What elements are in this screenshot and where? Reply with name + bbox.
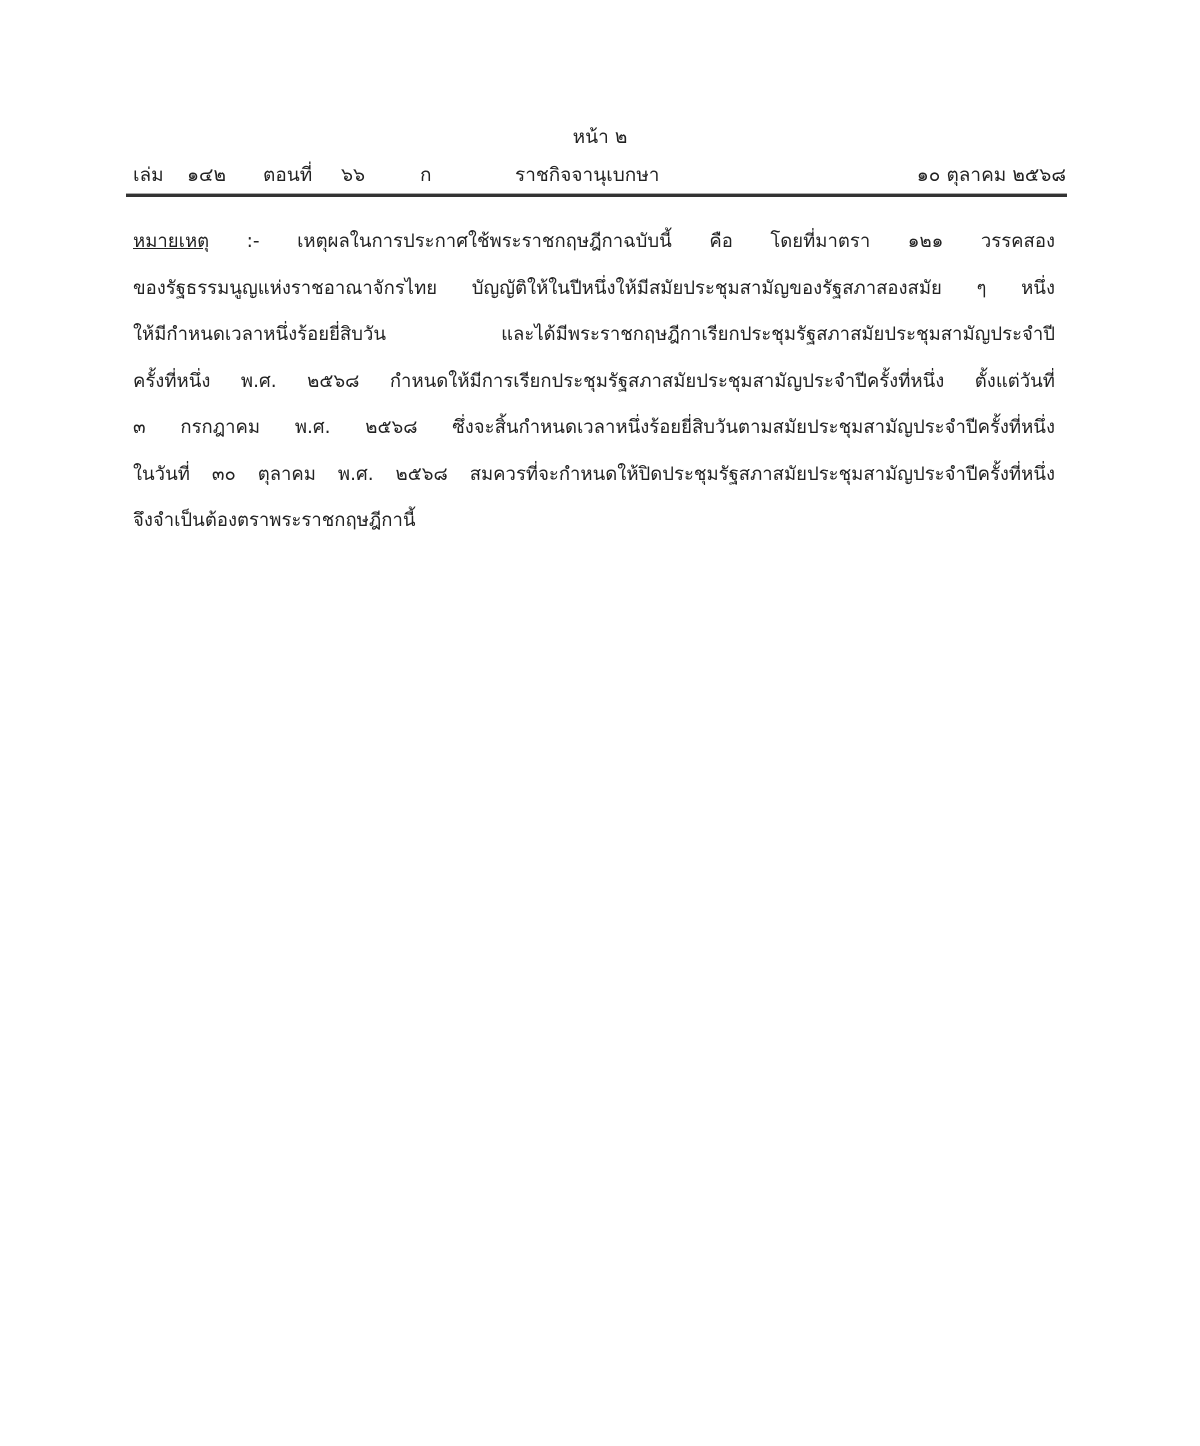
header-rule	[126, 193, 1067, 197]
volume-label: เล่ม	[133, 164, 164, 186]
note-text: :- เหตุผลในการประกาศใช้พระราชกฤษฎีกาฉบับนี้ คือ โดยที่มาตรา ๑๒๑ วรรคสอง	[209, 231, 1055, 252]
volume-number: ๑๔๒	[187, 164, 226, 186]
note-line	[133, 226, 1055, 273]
note-line: ครั้งที่หนึ่ง พ.ศ. ๒๕๖๘ กำหนดให้มีการเรียกประชุมรัฐสภาสมัยประชุมสามัญประจำปีครั้งที่หนึ่ง ตั้งแต่วันที่	[133, 370, 1055, 392]
note-label: หมายเหตุ	[133, 231, 210, 252]
publication-date: ๑๐ ตุลาคม ๒๕๖๘	[916, 164, 1066, 186]
issue-number: ๖๖	[341, 164, 366, 186]
note-body	[133, 226, 1055, 552]
publication-title: ราชกิจจานุเบกษา	[515, 164, 660, 186]
note-line: จึงจำเป็นต้องตราพระราชกฤษฎีกานี้	[133, 510, 416, 531]
issue-label: ตอนที่	[263, 164, 313, 186]
gazette-header	[133, 160, 1066, 190]
section-letter: ก	[420, 164, 432, 186]
page-number: หน้า ๒	[572, 126, 628, 148]
note-line: ของรัฐธรรมนูญแห่งราชอาณาจักรไทย บัญญัติให้ในปีหนึ่งให้มีสมัยประชุมสามัญของรัฐสภาสองสมัย ๆ หนึ่ง	[133, 277, 1055, 299]
note-line: ในวันที่ ๓๐ ตุลาคม พ.ศ. ๒๕๖๘ สมควรที่จะกำหนดให้ปิดประชุมรัฐสภาสมัยประชุมสามัญประจำปีครั้งที่หนึ่ง	[133, 463, 1055, 485]
note-line: ๓ กรกฎาคม พ.ศ. ๒๕๖๘ ซึ่งจะสิ้นกำหนดเวลาหนึ่งร้อยยี่สิบวันตามสมัยประชุมสามัญประจำปีครั้งที่หนึ่ง	[133, 417, 1055, 438]
note-line: ให้มีกำหนดเวลาหนึ่งร้อยยี่สิบวัน และได้มีพระราชกฤษฎีกาเรียกประชุมรัฐสภาสมัยประชุมสามัญประจำปี	[133, 324, 1055, 345]
